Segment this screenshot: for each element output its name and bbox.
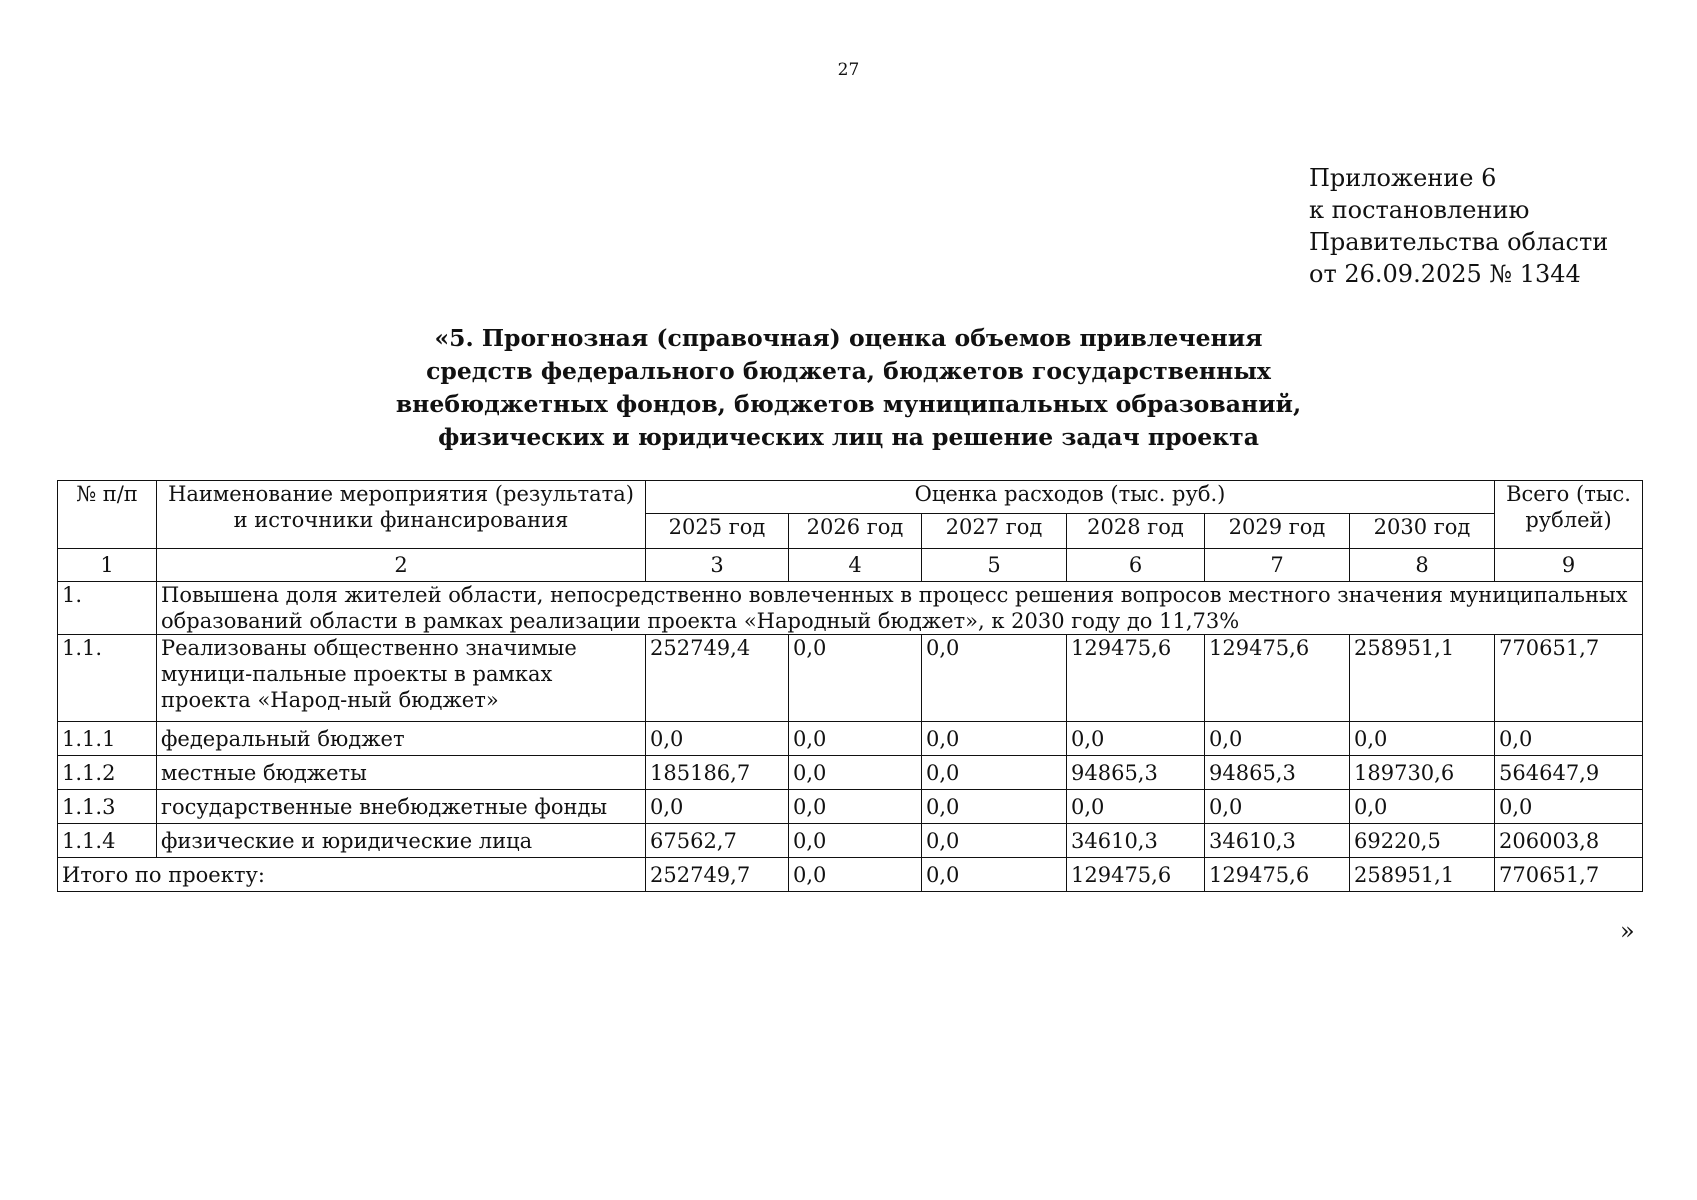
- row-name: государственные внебюджетные фонды: [157, 790, 646, 824]
- title-line: «5. Прогнозная (справочная) оценка объемов привлечения: [434, 324, 1263, 352]
- row-value: 0,0: [1205, 722, 1350, 756]
- row-value: 0,0: [922, 824, 1067, 858]
- column-number-row: [58, 549, 1643, 582]
- row-value: 69220,5: [1350, 824, 1495, 858]
- row-value: 189730,6: [1350, 756, 1495, 790]
- row-value: 0,0: [1495, 790, 1643, 824]
- page-number: 27: [837, 60, 860, 80]
- title-line: физических и юридических лиц на решение задач проекта: [438, 423, 1259, 451]
- row-value: 0,0: [1350, 790, 1495, 824]
- row-value: 0,0: [1350, 722, 1495, 756]
- table-row: [58, 756, 1643, 790]
- table-row: [58, 790, 1643, 824]
- header-year: 2029 год: [1205, 514, 1350, 549]
- header-num: № п/п: [58, 481, 157, 549]
- total-value: 0,0: [789, 858, 922, 892]
- header-name: Наименование мероприятия (результата) и источники финансирования: [157, 481, 646, 549]
- row-value: 129475,6: [1205, 635, 1350, 722]
- total-value: 129475,6: [1205, 858, 1350, 892]
- header-year: 2028 год: [1067, 514, 1205, 549]
- row-value: 770651,7: [1495, 635, 1643, 722]
- row-value: 34610,3: [1205, 824, 1350, 858]
- table-row: [58, 824, 1643, 858]
- closing-quote: »: [1620, 917, 1635, 945]
- header-year: 2026 год: [789, 514, 922, 549]
- header-year: 2030 год: [1350, 514, 1495, 549]
- row-name: физические и юридические лица: [157, 824, 646, 858]
- table-row: [58, 722, 1643, 756]
- row-value: 0,0: [922, 722, 1067, 756]
- row-value: 0,0: [789, 824, 922, 858]
- total-value: 129475,6: [1067, 858, 1205, 892]
- row-value: 0,0: [1067, 722, 1205, 756]
- total-label: Итого по проекту:: [58, 858, 646, 892]
- column-number: 2: [157, 549, 646, 582]
- row-name: федеральный бюджет: [157, 722, 646, 756]
- title-line: внебюджетных фондов, бюджетов муниципальных образований,: [395, 390, 1302, 418]
- row-num: 1.1.1: [58, 722, 157, 756]
- row-value: 0,0: [789, 756, 922, 790]
- table-row: [58, 635, 1643, 722]
- appendix-line: к постановлению: [1309, 196, 1530, 224]
- total-value: 258951,1: [1350, 858, 1495, 892]
- header-year: 2025 год: [646, 514, 789, 549]
- appendix-line: от 26.09.2025 № 1344: [1309, 260, 1581, 288]
- row-value: 206003,8: [1495, 824, 1643, 858]
- column-number: 8: [1350, 549, 1495, 582]
- column-number: 9: [1495, 549, 1643, 582]
- row-value: 0,0: [1205, 790, 1350, 824]
- row-value: 94865,3: [1067, 756, 1205, 790]
- column-number: 1: [58, 549, 157, 582]
- total-row: [58, 858, 1643, 892]
- row-value: 34610,3: [1067, 824, 1205, 858]
- column-number: 7: [1205, 549, 1350, 582]
- row-num: 1.1.: [58, 635, 157, 722]
- row-num: 1.1.4: [58, 824, 157, 858]
- row-value: 0,0: [922, 635, 1067, 722]
- row-value: 0,0: [1495, 722, 1643, 756]
- row-value: 258951,1: [1350, 635, 1495, 722]
- column-number: 6: [1067, 549, 1205, 582]
- row-value: 0,0: [789, 722, 922, 756]
- header-year: 2027 год: [922, 514, 1067, 549]
- column-number: 4: [789, 549, 922, 582]
- goal-row: [58, 582, 1643, 635]
- row-name: местные бюджеты: [157, 756, 646, 790]
- header-estimate: Оценка расходов (тыс. руб.): [646, 481, 1495, 514]
- row-value: 129475,6: [1067, 635, 1205, 722]
- goal-num: 1.: [58, 582, 157, 635]
- row-value: 0,0: [922, 756, 1067, 790]
- row-value: 0,0: [789, 635, 922, 722]
- row-value: 0,0: [789, 790, 922, 824]
- total-value: 252749,7: [646, 858, 789, 892]
- total-value: 0,0: [922, 858, 1067, 892]
- goal-text: Повышена доля жителей области, непосредственно вовлеченных в процесс решения вопросов местного значения муниципальных образований области в рамках реализации проекта «Народный бюджет», к 2030 году до 11,73%: [157, 582, 1643, 635]
- header-total: Всего (тыс. рублей): [1495, 481, 1643, 549]
- column-number: 3: [646, 549, 789, 582]
- row-value: 94865,3: [1205, 756, 1350, 790]
- appendix-line: Правительства области: [1309, 228, 1609, 256]
- row-num: 1.1.3: [58, 790, 157, 824]
- row-value: 0,0: [646, 790, 789, 824]
- row-name: Реализованы общественно значимые муници-пальные проекты в рамках проекта «Народ-ный бюджет»: [157, 635, 646, 722]
- row-value: 564647,9: [1495, 756, 1643, 790]
- appendix-line: Приложение 6: [1309, 164, 1497, 192]
- row-value: 252749,4: [646, 635, 789, 722]
- row-num: 1.1.2: [58, 756, 157, 790]
- financing-table: [57, 480, 1643, 892]
- appendix-block: [1309, 162, 1608, 290]
- document-title: [0, 322, 1697, 454]
- column-number: 5: [922, 549, 1067, 582]
- row-value: 67562,7: [646, 824, 789, 858]
- title-line: средств федерального бюджета, бюджетов государственных: [426, 357, 1271, 385]
- row-value: 0,0: [1067, 790, 1205, 824]
- header-row: [58, 481, 1643, 514]
- total-value: 770651,7: [1495, 858, 1643, 892]
- row-value: 0,0: [646, 722, 789, 756]
- row-value: 0,0: [922, 790, 1067, 824]
- row-value: 185186,7: [646, 756, 789, 790]
